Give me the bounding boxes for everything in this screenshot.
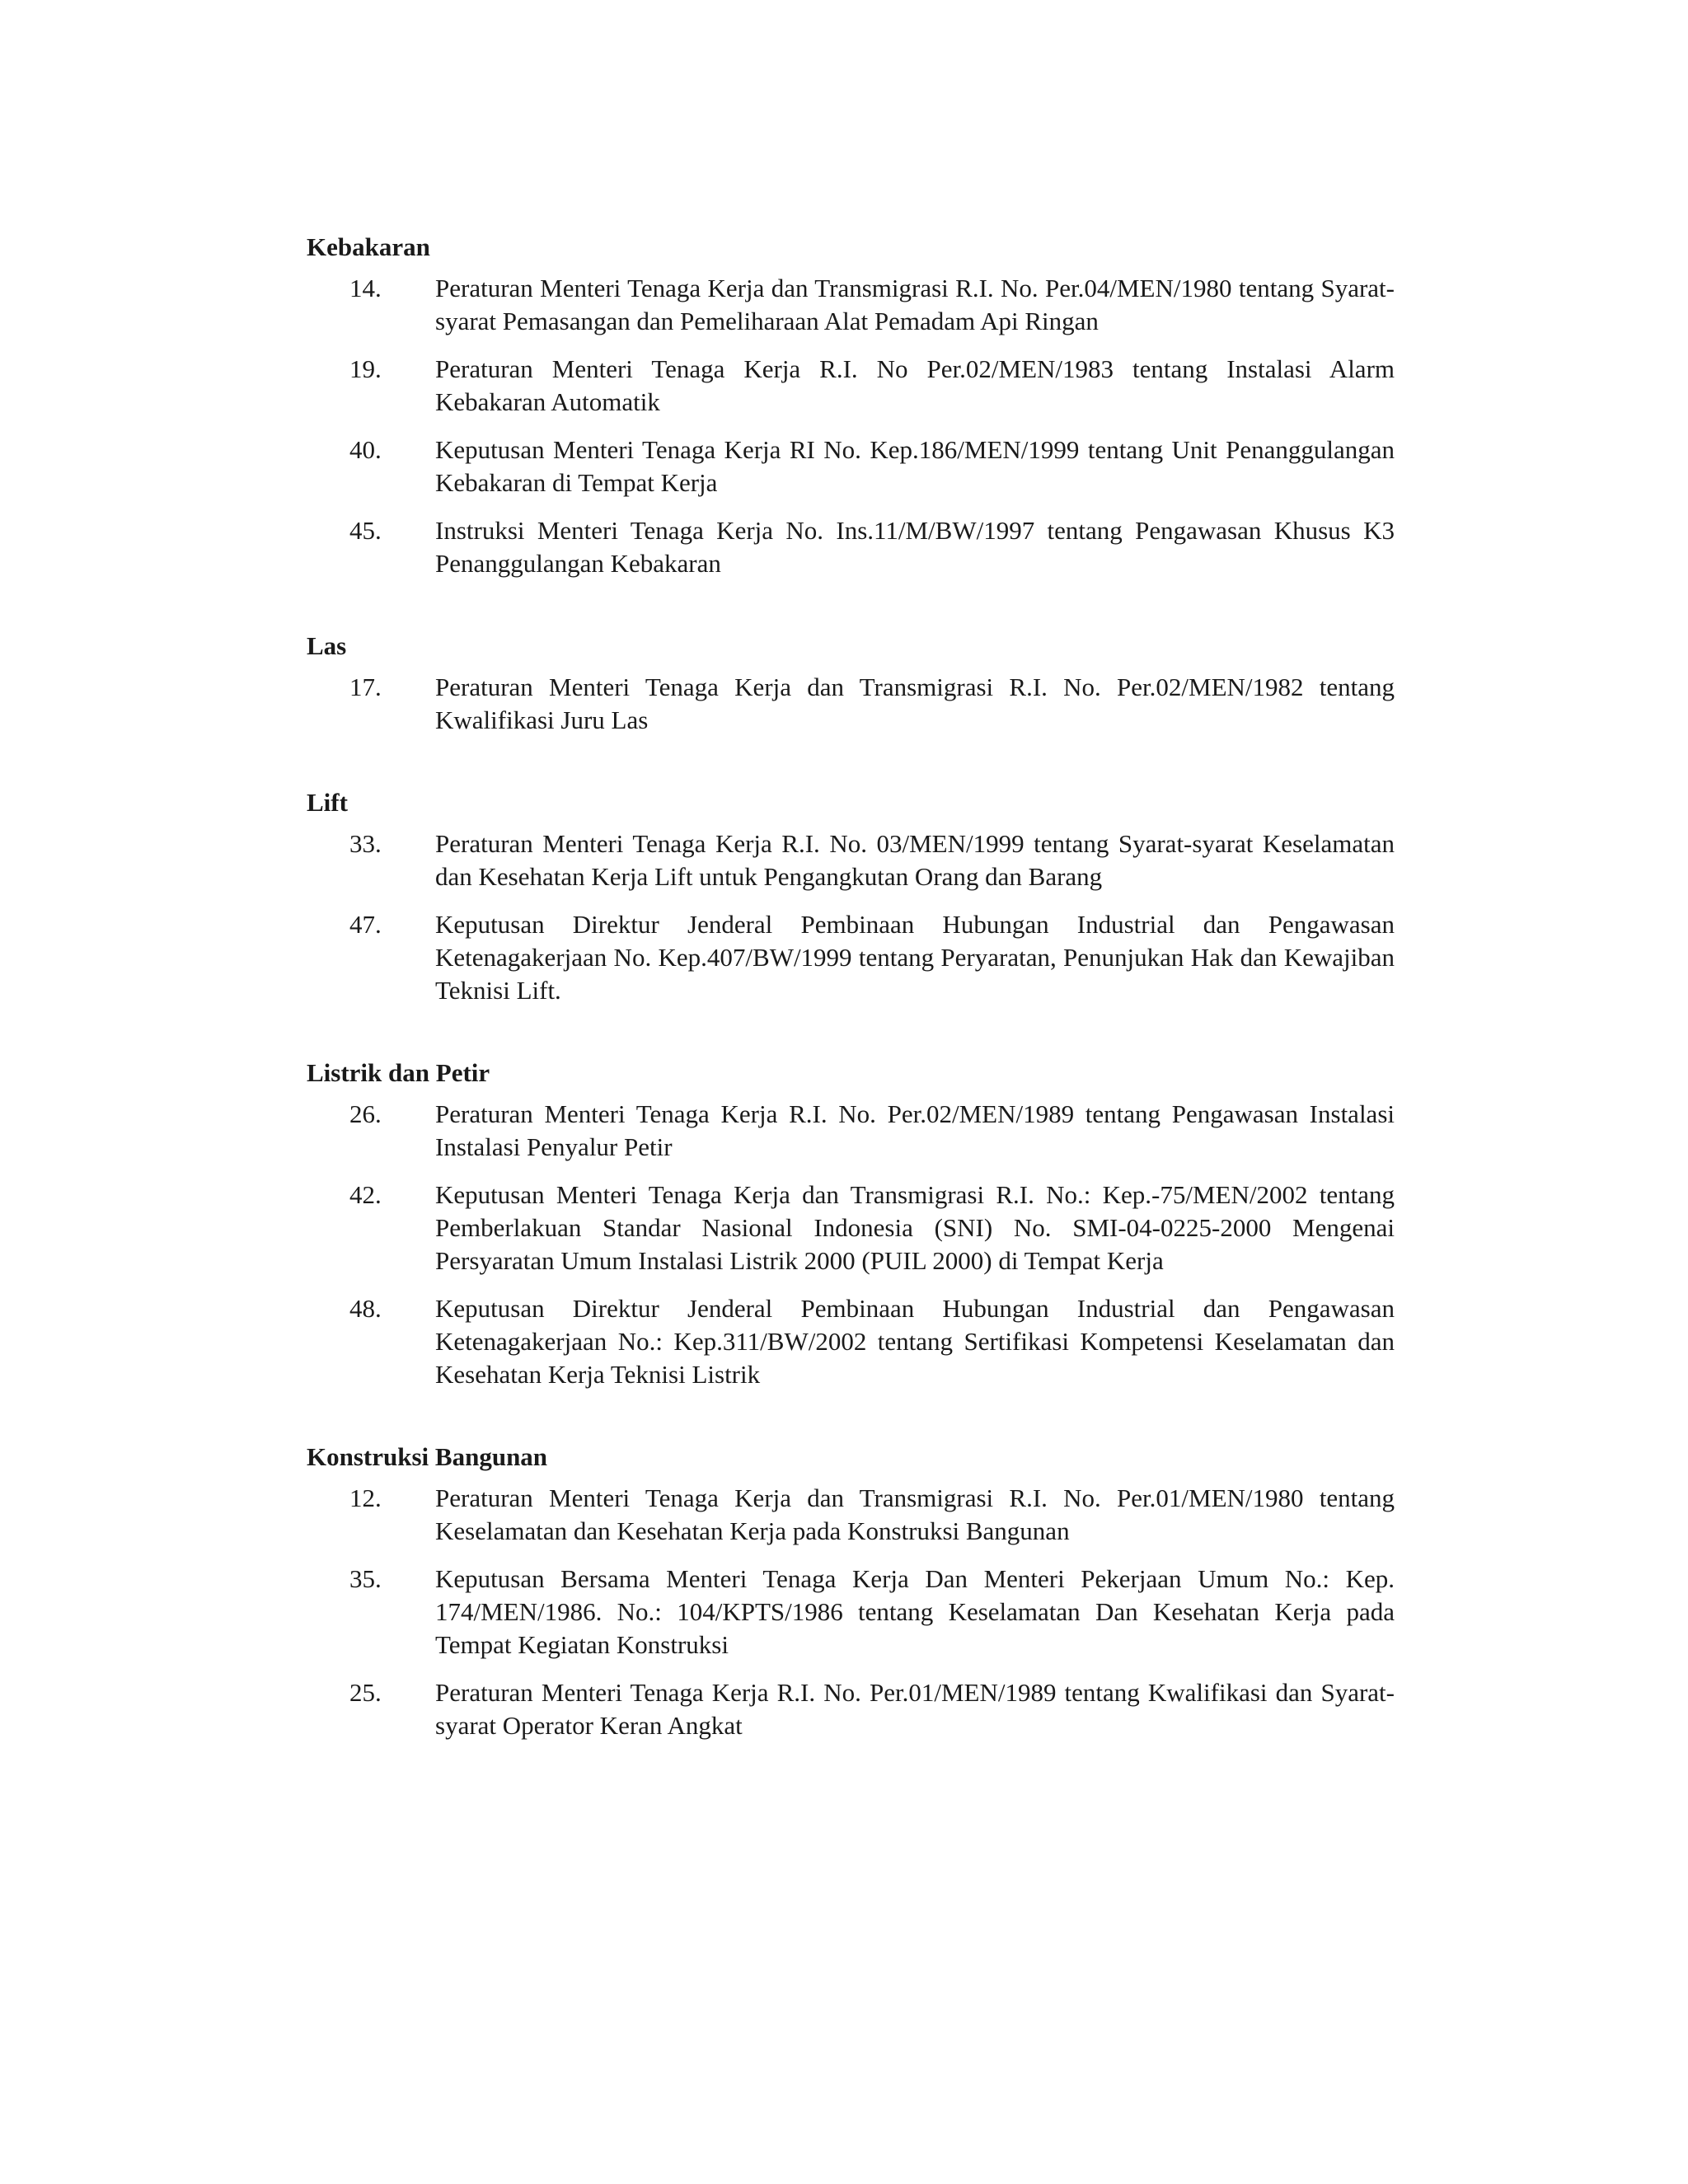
item-number: 40. [349,435,382,464]
item-text: Peraturan Menteri Tenaga Kerja R.I. No. Per.01/MEN/1989 tentang Kwalifikasi dan Syarat-syarat Operator Keran Angkat [435,1678,1395,1740]
list-item [307,1098,1395,1164]
item-text: Peraturan Menteri Tenaga Kerja R.I. No. 03/MEN/1999 tentang Syarat-syarat Keselamatan dan Kesehatan Kerja Lift untuk Pengangkutan Orang dan Barang [435,829,1395,891]
item-text: Instruksi Menteri Tenaga Kerja No. Ins.11/M/BW/1997 tentang Pengawasan Khusus K3 Penanggulangan Kebakaran [435,516,1395,578]
section-listrik-dan-petir [307,1057,1395,1391]
item-number: 14. [349,274,382,302]
document-page [307,231,1395,1792]
item-number: 25. [349,1678,382,1707]
section-title: Listrik dan Petir [307,1058,490,1087]
list-item [307,514,1395,580]
section-las [307,630,1395,737]
list-item [307,1482,1395,1548]
item-text: Keputusan Menteri Tenaga Kerja dan Transmigrasi R.I. No.: Kep.-75/MEN/2002 tentang Pemberlakuan Standar Nasional Indonesia (SNI) No. SMI-04-0225-2000 Mengenai Persyaratan Umum Instalasi Listrik 2000 (PUIL 2000) di Tempat Kerja [435,1180,1395,1275]
item-number: 42. [349,1180,382,1209]
section-kebakaran [307,231,1395,580]
list-item [307,353,1395,419]
list-item [307,1563,1395,1661]
item-text: Peraturan Menteri Tenaga Kerja dan Transmigrasi R.I. No. Per.01/MEN/1980 tentang Keselamatan dan Kesehatan Kerja pada Konstruksi Bangunan [435,1483,1395,1545]
section-konstruksi-bangunan [307,1441,1395,1742]
item-text: Keputusan Menteri Tenaga Kerja RI No. Kep.186/MEN/1999 tentang Unit Penanggulangan Kebakaran di Tempat Kerja [435,435,1395,497]
list-item [307,1676,1395,1742]
list-item [307,671,1395,737]
list-item [307,908,1395,1007]
list-item [307,272,1395,338]
item-text: Peraturan Menteri Tenaga Kerja dan Transmigrasi R.I. No. Per.02/MEN/1982 tentang Kwalifikasi Juru Las [435,673,1395,734]
item-text: Peraturan Menteri Tenaga Kerja dan Transmigrasi R.I. No. Per.04/MEN/1980 tentang Syarat-syarat Pemasangan dan Pemeliharaan Alat Pemadam Api Ringan [435,274,1395,335]
item-text: Keputusan Direktur Jenderal Pembinaan Hubungan Industrial dan Pengawasan Ketenagakerjaan No. Kep.407/BW/1999 tentang Peryaratan, Penunjukan Hak dan Kewajiban Teknisi Lift. [435,910,1395,1005]
section-title: Kebakaran [307,232,430,261]
item-text: Keputusan Direktur Jenderal Pembinaan Hubungan Industrial dan Pengawasan Ketenagakerjaan No.: Kep.311/BW/2002 tentang Sertifikasi Kompetensi Keselamatan dan Kesehatan Kerja Teknisi Listrik [435,1294,1395,1389]
list-item [307,1179,1395,1277]
item-text: Keputusan Bersama Menteri Tenaga Kerja Dan Menteri Pekerjaan Umum No.: Kep. 174/MEN/1986. No.: 104/KPTS/1986 tentang Keselamatan Dan Kesehatan Kerja pada Tempat Kegiatan Konstruksi [435,1564,1395,1659]
section-title: Las [307,631,347,660]
item-number: 45. [349,516,382,545]
list-item [307,434,1395,499]
item-number: 17. [349,673,382,701]
item-text: Peraturan Menteri Tenaga Kerja R.I. No Per.02/MEN/1983 tentang Instalasi Alarm Kebakaran Automatik [435,354,1395,416]
section-title: Konstruksi Bangunan [307,1442,548,1471]
item-number: 48. [349,1294,382,1323]
item-number: 12. [349,1483,382,1512]
item-number: 33. [349,829,382,858]
item-number: 19. [349,354,382,383]
list-item [307,827,1395,893]
item-text: Peraturan Menteri Tenaga Kerja R.I. No. Per.02/MEN/1989 tentang Pengawasan Instalasi Instalasi Penyalur Petir [435,1099,1395,1161]
item-number: 35. [349,1564,382,1593]
section-lift [307,786,1395,1007]
item-number: 47. [349,910,382,939]
section-title: Lift [307,788,348,817]
item-number: 26. [349,1099,382,1128]
list-item [307,1292,1395,1391]
